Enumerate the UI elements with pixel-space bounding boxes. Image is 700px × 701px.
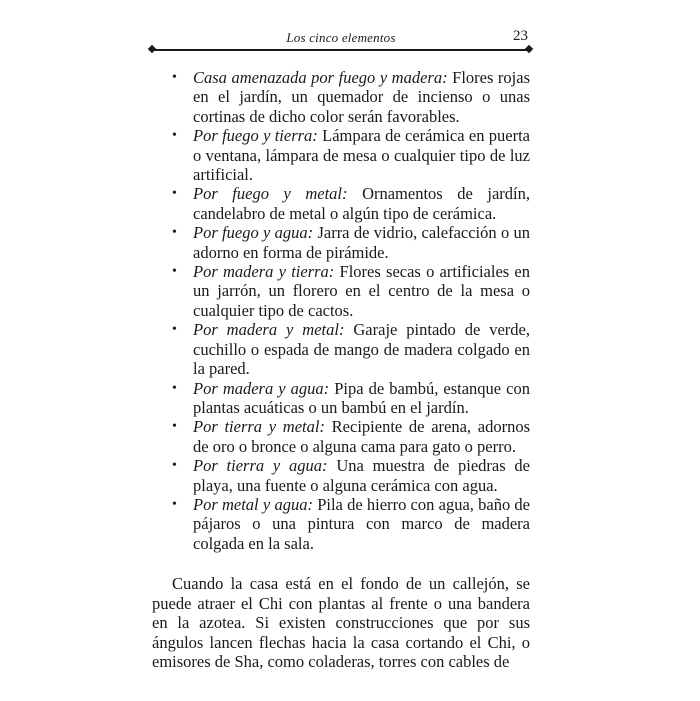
list-item xyxy=(172,223,530,262)
bullet-text: Pila de hierro con agua, baño de pájaros o una pintura con marco de madera colgada en la sala. xyxy=(193,494,531,553)
list-item xyxy=(172,320,530,378)
bullet-lead: Por fuego y agua: xyxy=(193,223,314,243)
bullet-icon: • xyxy=(172,264,177,280)
bullet-icon: • xyxy=(172,380,177,396)
bullet-icon: • xyxy=(172,186,177,202)
bullet-text: Flores secas o artificiales en un jarrón, un florero en el centro de la mesa o cualquier tipo de cactos. xyxy=(193,262,530,320)
body-paragraph: Cuando la casa está en el fondo de un callejón, se puede atraer el Chi con plantas al frente o una bandera en la azotea. Si existen construcciones que por sus ángulos lancen flechas hacia la casa cortando el Chi, o emisores de Sha, como coladeras, torres con cables de xyxy=(152,574,530,672)
list-item xyxy=(172,417,530,456)
list-item xyxy=(172,68,530,126)
bullet-icon: • xyxy=(172,458,177,474)
list-item xyxy=(172,126,530,184)
bullet-lead: Por madera y tierra: xyxy=(193,262,335,282)
bullet-lead: Por madera y agua: xyxy=(193,378,330,398)
bullet-lead: Por madera y metal: xyxy=(193,320,345,340)
bullet-icon: • xyxy=(172,322,177,338)
bullet-icon: • xyxy=(172,496,177,512)
list-item xyxy=(172,379,530,418)
bullet-lead: Por tierra y agua: xyxy=(193,456,328,476)
header-rule xyxy=(152,49,530,51)
bullet-icon: • xyxy=(172,128,177,144)
bullet-icon: • xyxy=(172,225,177,241)
bullet-text: Recipiente de arena, adornos de oro o bronce o alguna cama para gato o perro. xyxy=(193,417,531,456)
bullet-text: Flores rojas en el jardín, un quemador de incienso o unas cortinas de dicho color serán favorables. xyxy=(193,68,531,126)
list-item xyxy=(172,456,530,495)
bullet-lead: Casa amenazada por fuego y madera: xyxy=(193,68,448,87)
bullet-lead: Por fuego y tierra: xyxy=(193,126,318,146)
list-item xyxy=(172,262,530,320)
bullet-text: Lámpara de cerámica en puerta o ventana, lámpara de mesa o cualquier tipo de luz artificial. xyxy=(193,126,531,185)
bullet-text: Una muestra de piedras de playa, una fuente o alguna cerámica con agua. xyxy=(193,456,531,495)
bullet-text: Pipa de bambú, estanque con plantas acuáticas o un bambú en el jardín. xyxy=(193,378,530,417)
list-item xyxy=(172,184,530,223)
bullet-lead: Por tierra y metal: xyxy=(193,417,325,437)
bullet-list xyxy=(172,68,530,553)
rule-ornament-right xyxy=(525,45,533,53)
bullet-icon: • xyxy=(172,419,177,435)
bullet-text: Ornamentos de jardín, candelabro de metal o algún tipo de cerámica. xyxy=(193,184,530,223)
bullet-lead: Por fuego y metal: xyxy=(193,184,348,204)
bullet-text: Garaje pintado de verde, cuchillo o espada de mango de madera colgado en la pared. xyxy=(193,320,530,379)
bullet-lead: Por metal y agua: xyxy=(193,494,313,514)
page-header xyxy=(152,28,530,48)
bullet-icon: • xyxy=(172,70,177,85)
list-item xyxy=(172,495,530,553)
bullet-text: Jarra de vidrio, calefacción o un adorno en forma de pirámide. xyxy=(193,223,530,262)
running-title: Los cinco elementos xyxy=(286,30,396,45)
page-number: 23 xyxy=(513,28,528,44)
